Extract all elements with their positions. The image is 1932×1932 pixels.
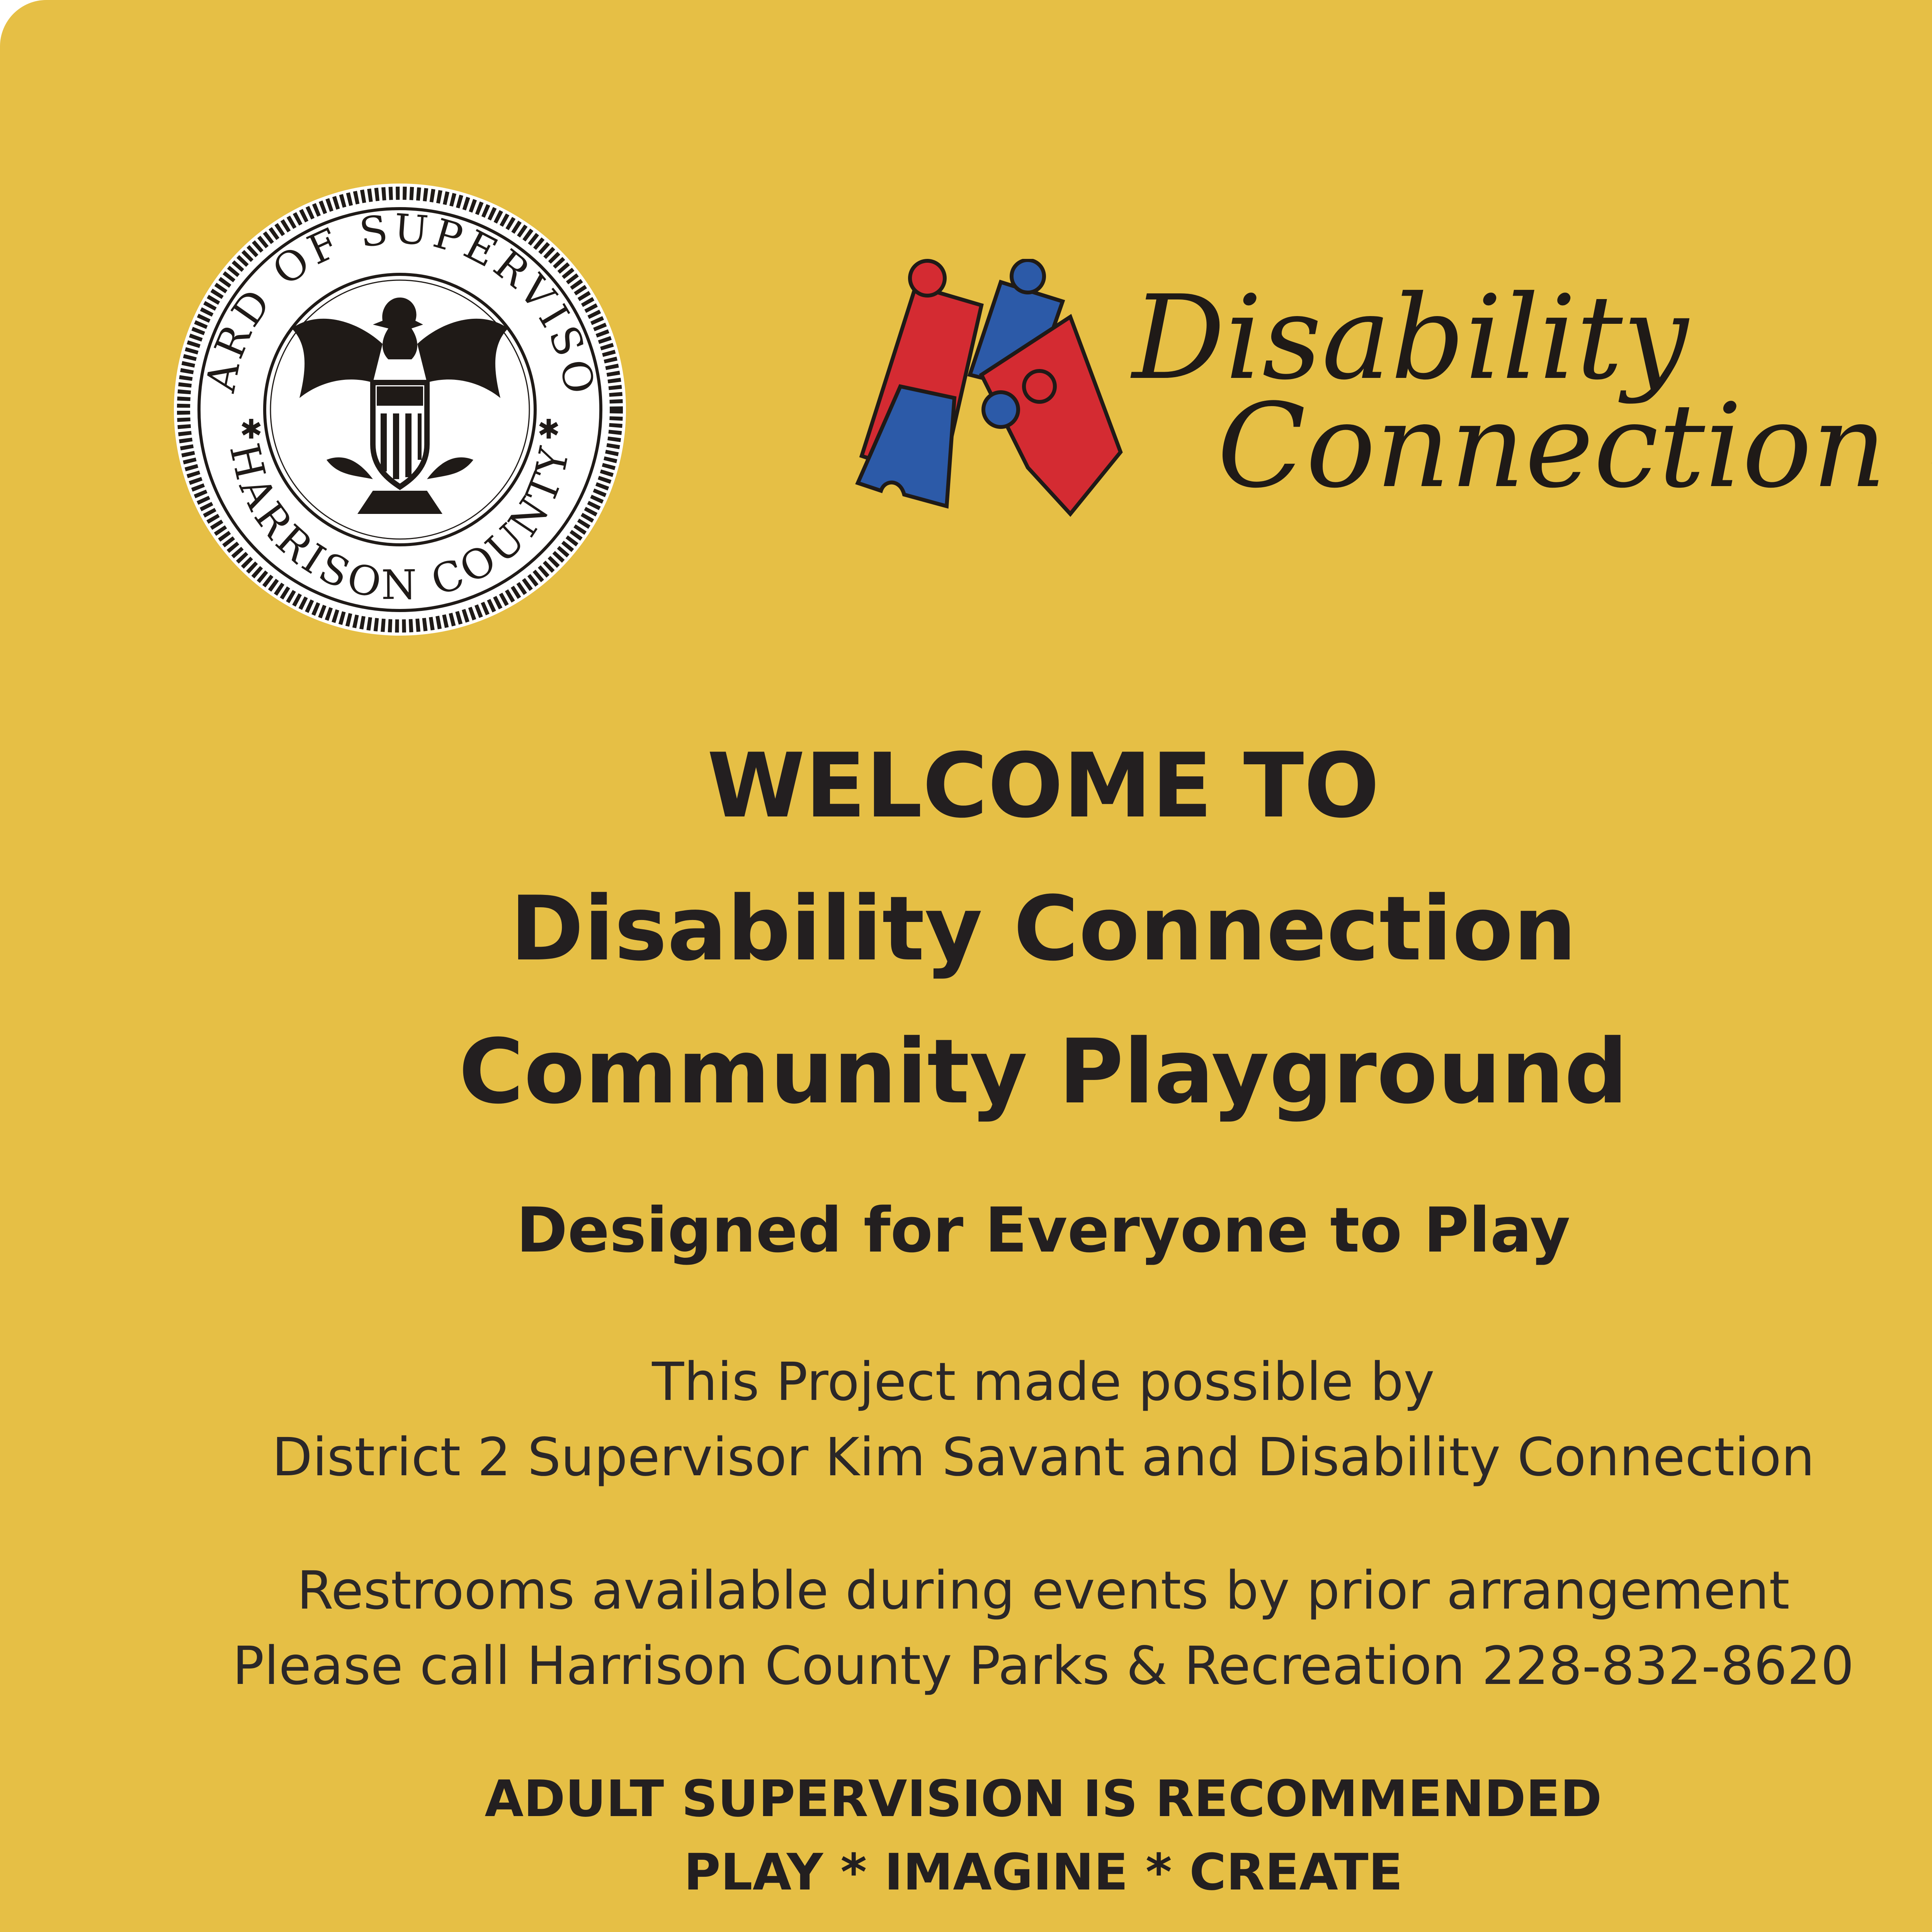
svg-text:HARRISON COUNTY: HARRISON COUNTY <box>220 439 579 609</box>
restrooms-line-2: Please call Harrison County Parks & Recreation 228-832-8620 <box>232 1636 1854 1697</box>
harrison-county-seal <box>172 182 628 638</box>
credit-line-2: District 2 Supervisor Kim Savant and Disability Connection <box>272 1427 1815 1488</box>
credit-line-1: This Project made possible by <box>652 1352 1435 1413</box>
headline-disability-connection: Disability Connection <box>510 878 1577 981</box>
disability-wordmark: Disability <box>1132 270 1689 405</box>
restrooms-line-1: Restrooms available during events by prior arrangement <box>297 1560 1790 1621</box>
svg-text:BOARD OF SUPERVISORS: ARD OF SUPERVISO <box>197 205 604 401</box>
puzzle-pieces-icon <box>854 259 1124 522</box>
headline-community-playground: Community Playground <box>458 1020 1628 1124</box>
supervision-notice: ADULT SUPERVISION IS RECOMMENDED <box>485 1769 1602 1828</box>
headline-welcome: WELCOME TO <box>707 735 1380 838</box>
svg-text:✱: ✱ <box>537 413 560 445</box>
svg-text:✱: ✱ <box>240 413 263 445</box>
play-imagine-create: PLAY * IMAGINE * CREATE <box>684 1843 1403 1901</box>
subtitle: Designed for Everyone to Play <box>516 1194 1570 1266</box>
connection-wordmark: Connection <box>1217 379 1887 514</box>
